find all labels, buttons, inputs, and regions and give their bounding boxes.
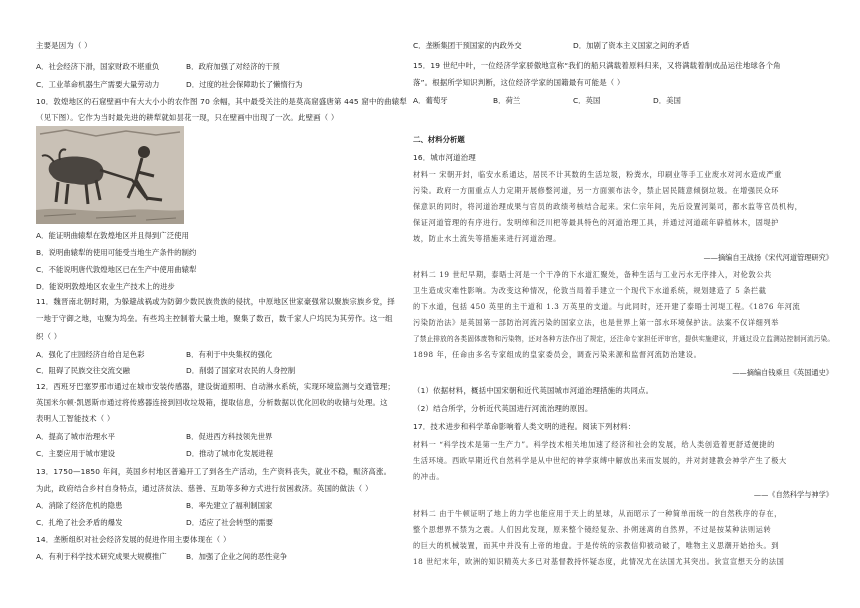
q9-option-a: A．社会经济下滑，国家财政不堪重负 [36,62,160,71]
material3-line2: 生活环境。西欧早期近代自然科学是从中世纪的神学束缚中解放出来而发展的，并对封建教会神学产生了极大 [413,456,787,465]
section-title: 二、材料分析题 [413,135,465,144]
material2-source: ——摘编自钱乘旦《英国通史》 [732,368,833,377]
q12-stem-line1: 12．西班牙巴塞罗那市通过在城市安装传感器，建设街道照明、自动淋水系统，实现环境监测与交通管理； [36,382,395,391]
q9-option-d: D．过度的社会保障助长了懒惰行为 [186,80,303,89]
q16-title: 16．城市河道治理 [413,153,476,162]
q17-stem: 17．技术进步和科学革命影响着人类文明的进程。阅读下列材料： [413,422,636,431]
q15-option-c: C．英国 [573,96,601,105]
material2-line5: 了禁止排放的各类固体废物和污染物，还对各种方法作出了规定，还注命专家担任评审官，提供实施建议，并通过设立监测站控制河流污染。 [413,335,835,343]
q12-option-c: C．主要应用于城市建设 [36,449,116,458]
q13-stem-line2: 为此，政府结合乡村自身特点，通过济贫法、慈善、互助等多种方式进行贫困救济。英国的做法（ ） [36,484,373,493]
material4-line3: 的巨大的机械装置，而其中并没有上帝的地盘。于是传统的宗教信仰被动破了，唯物主义思潮开始抬头。到 [413,541,780,550]
q16-sub1: （1）依据材料，概括中国宋朝和近代英国城市河道治理措施的共同点。 [413,386,654,395]
material4-line2: 整个思想界不禁为之震。人们因此发现，原来整个镜经复杂、扑朔迷离的自然界，不过是按某种法则运转 [413,525,772,534]
q15-stem-line1: 15．19 世纪中叶，一位经济学家骄傲地宣称“我们的船只满载着原料归来，又将满载着制成品运往地球各个角 [413,61,781,70]
q13-stem-line1: 13．1750—1850 年间，英国乡村地区普遍开工了到各生产活动，生产资料丧失，就业不稳，赈济高涨。 [36,467,392,476]
q12-option-d: D．推动了城市化发展进程 [186,449,273,458]
q11-option-d: D．削弱了国家对农民的人身控制 [186,366,296,375]
q15-stem-line2: 落”。根据所学知识判断，这位经济学家的国籍最有可能是（ ） [413,78,625,87]
q12-option-a: A．提高了城市治理水平 [36,432,115,441]
q10-stem-line2: （见下图）。它作为当时最先进的耕犁就如昙花一现，只在壁画中出现了一次。此壁画（ ） [36,113,339,122]
q14-option-a: A．有利于科学技术研究成果大规模推广 [36,552,167,561]
q13-option-d: D．适应了社会转型的需要 [186,518,273,527]
q12-stem-line3: 表明人工智能技术（ ） [36,414,115,423]
q11-stem-line3: 织（ ） [36,332,62,341]
q11-stem-line2: 一地于守御之地，屯聚为坞垒。有些坞主控制着大量土地，聚集了数百，数千家人户坞民为其劳作。这一组 [36,314,393,323]
q15-option-d: D．美国 [653,96,681,105]
q14-stem: 14．垄断组织对社会经济发展的促进作用主要体现在（ ） [36,535,231,544]
q10-option-d: D．能说明敦煌地区农业生产技术上的进步 [36,282,175,291]
material2-line6: 1898 年，任命由多名专家组成的皇家委员会，调查污染来源和监督河流防治建设。 [413,350,702,359]
q16-sub2: （2）结合所学，分析近代英国进行河流治理的原因。 [413,404,593,413]
q14-option-d: D．加剧了资本主义国家之间的矛盾 [573,41,690,50]
material2-line1: 材料二 19 世纪早期，泰晤士河是一个干净的下水道汇聚处，备种生活与工业污水无序排入，对伦敦公共 [413,270,772,279]
material1-line2: 污染。政府一方面重点人力定期开展修整河道，另一方面颁布法令，禁止居民随意倾倒垃圾。在增强民众环 [413,186,780,195]
q11-option-b: B．有利于中央集权的强化 [186,350,273,359]
material1-source: ——摘编自王战扬《宋代河道管理研究》 [703,253,833,262]
q10-option-a: A．能证明曲辕犁在敦煌地区并且得到广泛使用 [36,231,189,240]
material4-line1: 材料二 由于牛顿证明了地上的力学也能应用于天上的星球，从而昭示了一种简单而统一的自然秩序的存在， [413,509,782,518]
q15-option-b: B．荷兰 [493,96,521,105]
material1-line5: 坡，防止水土流失等措施来进行河道治理。 [413,234,561,243]
material3-source: ——《自然科学与神学》 [753,490,833,499]
q14-option-c: C．垄断集团干预国家的内政外交 [413,41,522,50]
q10-option-c: C．不能说明唐代敦煌地区已在生产中使用曲辕犁 [36,265,197,274]
q9-stem-tail: 主要是因为（ ） [36,41,92,50]
material3-line1: 材料一 “科学技术是第一生产力”。科学技术相关地加速了经济和社会的发展，给人类创造着更舒适便捷的 [413,440,775,449]
q11-stem-line1: 11．魏晋南北朝时期，为躲避战祸或为防御少数民族贵族的侵扰，中原地区世家豪强常以聚族宗族乡党，择 [36,297,395,306]
q11-option-c: C．阻碍了民族交往交流交融 [36,366,130,375]
material3-line3: 的冲击。 [413,472,445,481]
q9-option-b: B．政府加强了对经济的干预 [186,62,280,71]
q14-option-b: B．加强了企业之间的恶性竞争 [186,552,288,561]
q13-option-a: A．消除了经济危机的隐患 [36,501,123,510]
q13-option-b: B．率先建立了福利制国家 [186,501,273,510]
q12-option-b: B．促进西方科技领先世界 [186,432,273,441]
q13-option-c: C．扎绝了社会矛盾的爆发 [36,518,123,527]
q10-option-b: B．说明曲辕犁的使用可能受当地生产条件的制约 [36,248,197,257]
q11-option-a: A．强化了庄园经济自给自足色彩 [36,350,145,359]
mural-plough-image [36,126,184,224]
material1-line1: 材料一 宋朝开封，临安水系通达，居民不计其数的生活垃圾，粉粪水，印刷业等手工业废水对河水造成严重 [413,170,782,179]
material1-line4: 保证河道管理的有序进行。发明绰和泛川杷等最具特色的河道治理工具，并通过河道疏年辟植林木，固堤护 [413,218,780,227]
mural-plough-illustration [36,126,184,224]
q9-option-c: C．工业革命机器生产需要大量劳动力 [36,80,160,89]
q10-stem-line1: 10．敦煌地区的石窟壁画中有大大小小的农作图 70 余幅，其中最受关注的是莫高窟盛唐第 445 窟中的曲辕犁 [36,97,407,106]
material2-line2: 卫生造成灾难性影响。为改变这种情况，伦敦当局着手建立一个现代下水道系统，规划建造了 5 条拦截 [413,286,767,295]
material2-line3: 的下水道，包括 450 英里的主干道和 1.3 万英里的支道。与此同时，还开建了泰晤士河堤工程。《1876 年河流 [413,302,801,311]
material4-line4: 18 世纪末年，欧洲的知识精英大多已对基督教持怀疑态度，此情况尤在法国尤其突出。狄宣宣想天分的法国 [413,557,785,566]
material2-line4: 污染防治法》是英国第一部防治河流污染的国家立法，也是世界上第一部水环境保护法。法案不仅详细列举 [413,318,780,327]
material1-line3: 保意识的同时，将河道治理成果与官员的政绩考核结合起来。宋仁宗年间，先后设置河渠司，都水监等官员机构， [413,202,803,211]
q12-stem-line2: 英国米尔顿·凯恩斯市通过将传感器连接到回收垃圾箱，提取信息，分析数据以优化回收的收储与处理。这 [36,398,388,407]
q15-option-a: A．葡萄牙 [413,96,448,105]
